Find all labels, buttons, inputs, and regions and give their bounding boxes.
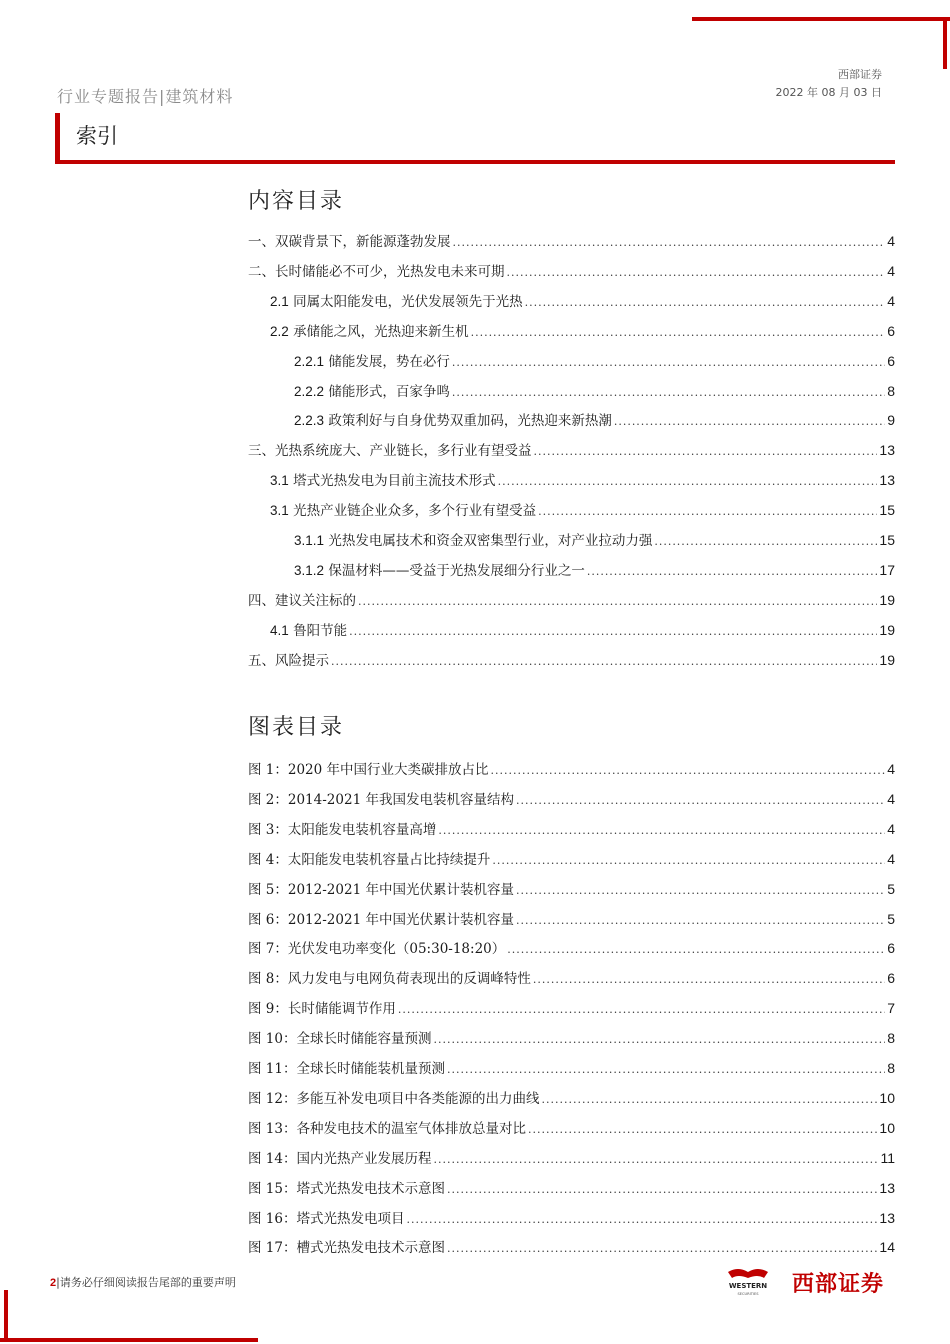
dot-leader [447,1183,877,1196]
figure-entry-label: 图 4：太阳能发电装机容量占比持续提升 [248,851,491,868]
contents-entry[interactable] [248,649,895,669]
figure-entry-page: 8 [887,1060,895,1076]
figure-entry-page: 6 [887,970,895,987]
dot-leader [398,1003,885,1016]
contents-heading: 内容目录 [248,189,345,214]
figure-entry-label: 图 1：2020 年中国行业大类碳排放占比 [248,762,489,778]
dot-leader [614,415,885,428]
contents-entry-text: 二、长时储能必不可少，光热发电未来可期 [248,263,505,280]
figure-entry-page: 4 [887,820,895,837]
figure-entry-page: 4 [887,850,895,867]
dot-leader [433,1033,885,1046]
contents-entry[interactable] [248,320,895,340]
logo-en: WESTERN [728,1282,768,1290]
corner-decoration-top [692,17,950,21]
dot-leader [452,356,885,369]
figure-entry[interactable] [248,1087,895,1107]
contents-entry[interactable] [248,559,895,579]
figure-entry-page: 6 [887,940,895,957]
contents-entry[interactable] [248,380,895,400]
figure-entry-label: 图 16：塔式光热发电项目 [248,1210,405,1227]
figure-entry-label: 图 9：长时储能调节作用 [248,1001,396,1018]
figure-entry-page: 5 [887,880,895,897]
figure-entry-label: 图 10：全球长时储能容量预测 [248,1031,432,1048]
figures-heading: 图表目录 [248,715,345,740]
contents-entry-text: 鲁阳节能 [288,622,348,639]
contents-entry[interactable] [248,469,895,489]
contents-entry-page: 15 [879,532,895,548]
dot-leader [533,973,885,986]
contents-entry[interactable] [248,409,895,429]
figure-entry[interactable] [248,1177,895,1197]
contents-entry-number: 3.1.1 [294,533,325,548]
dot-leader [534,445,878,458]
dot-leader [453,236,886,249]
contents-entry-label [248,439,534,459]
contents-entry-page: 8 [887,382,895,399]
page-number: 2 [50,1277,57,1289]
contents-entry-label [248,589,358,609]
figure-entry-label: 图 3：太阳能发电装机容量高增 [248,821,437,838]
figure-entry-page: 14 [879,1239,895,1256]
logo-cn: 西部证券 [792,1272,885,1297]
contents-entry-number: 2.2.2 [294,383,325,399]
dot-leader [433,1153,878,1166]
dot-leader [491,764,886,777]
contents-entry[interactable] [248,619,895,639]
dot-leader [587,565,878,578]
contents-entry[interactable] [248,260,895,280]
contents-entry-text: 光热发电属技术和资金双密集型行业，对产业拉动力强 [324,533,653,549]
contents-entry-number: 3.1 [270,473,289,489]
contents-entry[interactable] [248,529,895,549]
figure-entry-label: 图 15：塔式光热发电技术示意图 [248,1180,445,1197]
section-accent-bar [55,113,60,160]
report-date: 2022 年 08 月 03 日 [775,86,882,99]
contents-entry-label [248,350,452,370]
dot-leader [447,1242,877,1255]
dot-leader [358,595,877,608]
contents-entry-text: 一、双碳背景下，新能源蓬勃发展 [248,234,451,250]
dot-leader [406,1213,877,1226]
figure-entry[interactable] [248,937,895,957]
dot-leader [507,943,885,956]
corner-decoration-bottom-vertical [4,1290,8,1342]
contents-entry-page: 6 [887,322,895,339]
dot-leader [654,535,877,548]
figure-entry-page: 5 [887,910,895,927]
contents-entry-label [248,559,587,579]
figure-entry-label: 图 13：各种发电技术的温室气体排放总量对比 [248,1120,526,1137]
section-divider [55,160,895,164]
figure-entry[interactable] [248,1147,895,1167]
dot-leader [507,266,886,279]
dot-leader [498,475,878,488]
logo-en-sub: SECURITIES [737,1292,759,1296]
contents-entry-text: 保温材料——受益于光热发展细分行业之一 [324,562,585,579]
contents-entry-number: 2.2 [270,323,289,339]
figure-entry[interactable] [248,818,895,838]
dot-leader [471,326,886,339]
figure-entry-label: 图 14：国内光热产业发展历程 [248,1150,432,1167]
contents-entry[interactable] [248,589,895,609]
contents-entry-label [248,230,453,250]
dot-leader [525,296,886,309]
contents-entry-label [248,619,349,639]
contents-entry-text: 塔式光热发电为目前主流技术形式 [288,473,496,490]
dot-leader [492,854,885,867]
dot-leader [516,914,885,927]
contents-entry-number: 2.1 [270,293,289,309]
contents-entry-page: 19 [879,651,895,668]
dot-leader [541,1093,877,1106]
contents-entry-text: 同属太阳能发电，光伏发展领先于光热 [288,293,523,310]
dot-leader [528,1123,877,1136]
figure-entry[interactable] [248,1027,895,1047]
figure-entry[interactable] [248,997,895,1017]
dot-leader [331,655,877,668]
contents-entry-text: 承储能之风，光热迎来新生机 [288,323,469,340]
figure-entry-label: 图 5：2012-2021 年中国光伏累计装机容量 [248,881,514,898]
contents-entry[interactable] [248,230,895,250]
section-title: 索引 [76,124,118,148]
contents-entry-text: 四、建议关注标的 [248,592,356,609]
contents-entry-number: 3.1 [270,503,289,519]
contents-entry-number: 2.2.3 [294,413,325,429]
figure-entry[interactable] [248,1117,895,1137]
contents-entry-page: 4 [887,233,895,249]
figure-entry[interactable] [248,878,895,898]
figure-entry[interactable] [248,908,895,928]
contents-entry-label [248,290,525,310]
dot-leader [349,625,877,638]
contents-entry-text: 五、风险提示 [248,652,329,669]
figure-entry-label: 图 17：槽式光热发电技术示意图 [248,1240,445,1257]
contents-entry-page: 19 [879,591,895,608]
contents-entry-label [248,260,507,280]
contents-entry-page: 4 [887,292,895,309]
contents-entry-page: 9 [887,412,895,429]
figure-entry-page: 11 [880,1149,895,1166]
figure-entry-page: 10 [879,1119,895,1136]
contents-entry-label [248,529,654,549]
contents-entry-label [248,469,498,489]
corner-decoration-top-vertical [943,17,947,69]
corner-decoration-bottom [0,1338,258,1342]
contents-entry-page: 13 [879,442,895,459]
contents-entry-page: 4 [887,262,895,279]
figure-entry-label: 图 7：光伏发电功率变化（05:30-18:20） [248,941,506,958]
footer-notice [50,1274,236,1290]
footer-disclaimer: |请务必仔细阅读报告尾部的重要声明 [56,1276,236,1289]
figure-entry-page: 4 [887,790,895,807]
contents-entry-text: 光热产业链企业众多，多个行业有望受益 [288,503,537,520]
header-company: 西部证券 [838,68,882,81]
contents-entry[interactable] [248,439,895,459]
figure-entry[interactable] [248,1236,895,1256]
dot-leader [538,505,877,518]
contents-entry-page: 13 [879,472,895,489]
dot-leader [452,386,885,399]
contents-entry-page: 17 [879,561,895,578]
figure-entry[interactable] [248,967,895,987]
figure-entry-page: 7 [887,1000,895,1017]
contents-entry-label [248,320,471,340]
contents-entry-page: 15 [879,502,895,519]
contents-entry-text: 政策利好与自身优势双重加码，光热迎来新热潮 [324,413,612,430]
dot-leader [516,794,885,807]
contents-entry-number: 2.2.1 [294,353,325,369]
contents-entry-label [248,499,538,519]
contents-entry-label [248,380,452,400]
contents-entry-text: 储能形式，百家争鸣 [324,383,450,400]
contents-entry-label [248,649,331,669]
contents-entry-page: 6 [887,352,895,369]
figure-entry-label: 图 6：2012-2021 年中国光伏累计装机容量 [248,911,514,928]
dot-leader [516,884,885,897]
figure-entry-page: 10 [879,1089,895,1106]
contents-entry[interactable] [248,350,895,370]
dot-leader [438,824,885,837]
contents-entry-text: 三、光热系统庞大、产业链长，多行业有望受益 [248,443,532,460]
figure-entry[interactable] [248,788,895,808]
contents-entry-label [248,409,614,429]
figure-entry-page: 13 [879,1209,895,1226]
figure-entry-label: 图 8：风力发电与电网负荷表现出的反调峰特性 [248,971,531,988]
report-category: 行业专题报告|建筑材料 [57,87,234,106]
contents-entry-number: 3.1.2 [294,562,325,578]
figure-entry-page: 13 [879,1179,895,1196]
dot-leader [447,1063,885,1076]
contents-entry[interactable] [248,290,895,310]
figure-entry[interactable] [248,758,895,778]
figure-entry-label: 图 12：多能互补发电项目中各类能源的出力曲线 [248,1090,540,1107]
figure-entry[interactable] [248,848,895,868]
contents-entry-text: 储能发展，势在必行 [324,353,450,370]
contents-entry-number: 4.1 [270,622,289,638]
figure-entry-page: 4 [887,761,895,777]
figure-entry-label: 图 11：全球长时储能装机量预测 [248,1061,445,1077]
contents-entry[interactable] [248,499,895,519]
figure-entry-label: 图 2：2014-2021 年我国发电装机容量结构 [248,791,514,808]
figure-entry[interactable] [248,1207,895,1227]
figure-entry[interactable] [248,1057,895,1077]
figure-entry-page: 8 [887,1030,895,1047]
contents-entry-page: 19 [879,621,895,638]
